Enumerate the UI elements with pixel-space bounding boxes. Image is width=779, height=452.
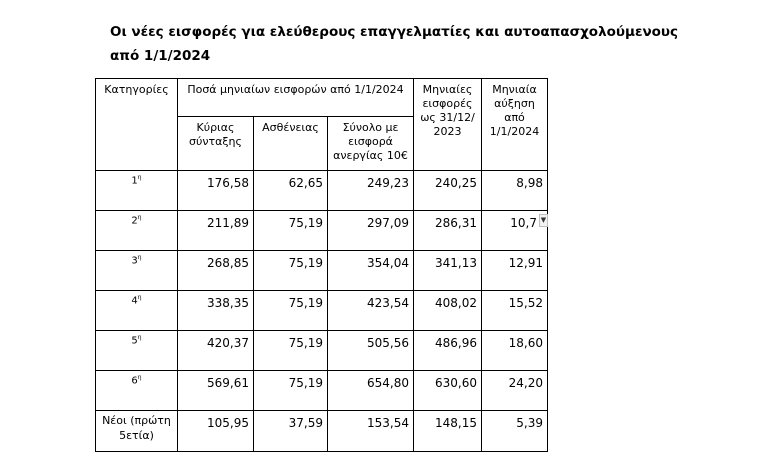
prev-cell: 240,25 bbox=[414, 171, 482, 211]
prev-cell: 286,31 bbox=[414, 211, 482, 251]
main-pension-cell: 338,35 bbox=[178, 291, 254, 331]
table-row bbox=[96, 171, 548, 211]
main-pension-cell: 268,85 bbox=[178, 251, 254, 291]
increase-cell: 15,52 bbox=[482, 291, 548, 331]
header-health: Ασθένειας bbox=[254, 117, 328, 171]
table-row bbox=[96, 331, 548, 371]
table-row-new-professionals bbox=[96, 411, 548, 452]
category-cell: $5^\eta$ bbox=[96, 331, 178, 371]
header-row-1 bbox=[96, 79, 548, 117]
table-row bbox=[96, 211, 548, 251]
increase-cell: 8,98 bbox=[482, 171, 548, 211]
category-cell: $6^\eta$ bbox=[96, 371, 178, 411]
header-prev-contributions: Μηνιαίες εισφορές ως 31/12/2023 bbox=[414, 79, 482, 171]
table-row bbox=[96, 251, 548, 291]
increase-value: 10,7 bbox=[510, 216, 537, 230]
contributions-table bbox=[95, 78, 548, 452]
prev-cell: 148,15 bbox=[414, 411, 482, 452]
prev-cell: 630,60 bbox=[414, 371, 482, 411]
header-monthly-amounts: Ποσά μηνιαίων εισφορών από 1/1/2024 bbox=[178, 79, 414, 117]
health-cell: 75,19 bbox=[254, 371, 328, 411]
health-cell: 75,19 bbox=[254, 251, 328, 291]
document-title: Οι νέες εισφορές για ελεύθερους επαγγελματίες και αυτοαπασχολούμενους από 1/1/2024 bbox=[110, 24, 679, 64]
increase-cell: 24,20 bbox=[482, 371, 548, 411]
prev-cell: 408,02 bbox=[414, 291, 482, 331]
prev-cell: 341,13 bbox=[414, 251, 482, 291]
total-cell: 153,54 bbox=[328, 411, 414, 452]
category-cell: $1^\eta$ bbox=[96, 171, 178, 211]
table-row bbox=[96, 371, 548, 411]
header-monthly-increase: Μηνιαία αύξηση από 1/1/2024 bbox=[482, 79, 548, 171]
increase-cell: 18,60 bbox=[482, 331, 548, 371]
main-pension-cell: 420,37 bbox=[178, 331, 254, 371]
header-categories: Κατηγορίες bbox=[96, 79, 178, 171]
total-cell: 297,09 bbox=[328, 211, 414, 251]
header-main-pension: Κύριας σύνταξης bbox=[178, 117, 254, 171]
category-cell-new: Νέοι (πρώτη 5ετία) bbox=[96, 411, 178, 452]
category-cell: $4^\eta$ bbox=[96, 291, 178, 331]
main-pension-cell: 176,58 bbox=[178, 171, 254, 211]
prev-cell: 486,96 bbox=[414, 331, 482, 371]
total-cell: 654,80 bbox=[328, 371, 414, 411]
category-cell: $2^\eta$ bbox=[96, 211, 178, 251]
increase-cell bbox=[482, 211, 548, 251]
total-cell: 423,54 bbox=[328, 291, 414, 331]
increase-cell: 12,91 bbox=[482, 251, 548, 291]
total-cell: 249,23 bbox=[328, 171, 414, 211]
header-total: Σύνολο με εισφορά ανεργίας 10€ bbox=[328, 117, 414, 171]
main-pension-cell: 569,61 bbox=[178, 371, 254, 411]
increase-cell: 5,39 bbox=[482, 411, 548, 452]
dropdown-arrow-icon[interactable]: ▼ bbox=[539, 214, 548, 227]
total-cell: 354,04 bbox=[328, 251, 414, 291]
table-row bbox=[96, 291, 548, 331]
health-cell: 75,19 bbox=[254, 211, 328, 251]
health-cell: 75,19 bbox=[254, 331, 328, 371]
health-cell: 75,19 bbox=[254, 291, 328, 331]
main-pension-cell: 105,95 bbox=[178, 411, 254, 452]
category-cell: $3^\eta$ bbox=[96, 251, 178, 291]
health-cell: 62,65 bbox=[254, 171, 328, 211]
health-cell: 37,59 bbox=[254, 411, 328, 452]
main-pension-cell: 211,89 bbox=[178, 211, 254, 251]
total-cell: 505,56 bbox=[328, 331, 414, 371]
